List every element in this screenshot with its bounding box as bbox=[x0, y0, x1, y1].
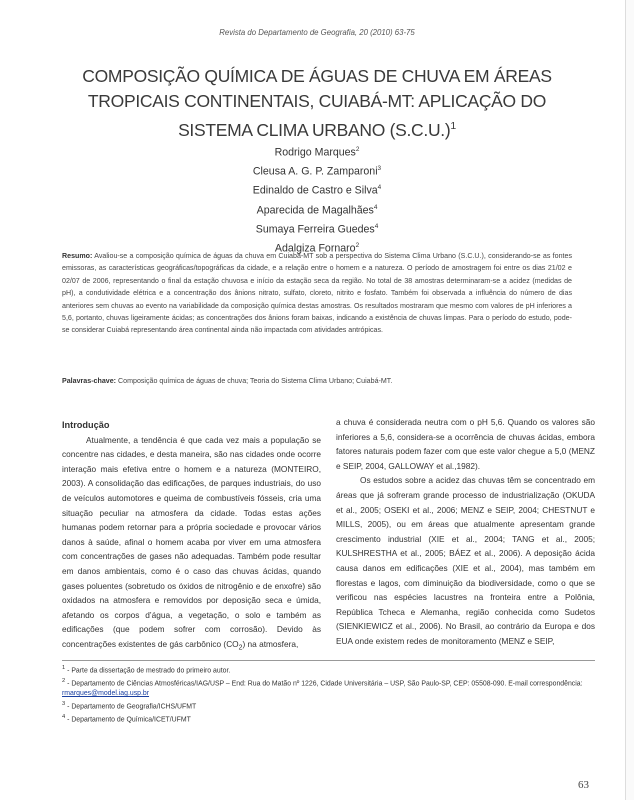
footnote: $^3$ - Departamento de Geografia/ICHS/UFMT bbox=[62, 700, 197, 711]
body-right-column bbox=[336, 415, 595, 649]
title-footnote-marker: 1 bbox=[450, 120, 456, 132]
author: Sumaya Ferreira Guedes$^4$ bbox=[255, 222, 379, 236]
page-edge bbox=[625, 0, 634, 800]
abstract bbox=[62, 250, 572, 337]
email-link[interactable]: rmarques@model.iag.usp.br bbox=[62, 690, 150, 698]
title-line-1: COMPOSIÇÃO QUÍMICA DE ÁGUAS DE CHUVA EM ÁREAS bbox=[82, 66, 552, 86]
abstract-label: Resumo: bbox=[62, 252, 93, 260]
abstract-text: Avaliou-se a composição química de águas da chuva em Cuiabá-MT sob a perspectiva do Sistema Clima Urbano (S.C.U.), considerando-se as fontes emissoras, as características geográficas/topográficas da cidade, e a relação entre o homem e a natureza. O período de amostragem foi entre os dias 21/02 e 02/07 de 2006, representando o final da estação chuvosa e início da estação seca da região. No total de 38 amostras determinaram-se a acidez (medidas de pH), a condutividade elétrica e a concentração dos ânions nitrato, sulfato, cloreto, nitrito e fosfato. Também foi observada a influência do número de dias anteriores sem chuvas ao evento na variabilidade da composição química destas amostras. Os resultados mostraram que mesmo com valores de pH inferiores a 5,6, portanto, chuvas ligeiramente ácidas; as concentrações dos ânions foram baixas, indicando a existência de chuvas limpas. Para o período do estudo, pode-se considerar Cuiabá representando área continental ainda não impactada com atividades antrópicas. bbox=[62, 252, 572, 335]
journal-header: Revista do Departamento de Geografia, 20 (2010) 63-75 bbox=[219, 28, 415, 37]
page-number: 63 bbox=[578, 779, 589, 791]
author-list bbox=[0, 142, 634, 257]
keywords-text: Composição química de águas de chuva; Teoria do Sistema Clima Urbano; Cuiabá-MT. bbox=[118, 377, 393, 385]
keywords-label: Palavras-chave: bbox=[62, 377, 117, 385]
body-left-column bbox=[62, 418, 321, 656]
footnotes bbox=[62, 664, 602, 726]
title-line-3: SISTEMA CLIMA URBANO $(S.C.U.)^1$ bbox=[178, 119, 456, 140]
footnote: $^1$ - Parte da dissertação de mestrado do primeiro autor. bbox=[62, 665, 231, 675]
footnote: $^4$ - Departamento de Química/ICET/UFMT bbox=[62, 714, 191, 724]
paragraph: Atualmente, a tendência é que cada vez mais a população se concentre nas cidades, e desta maneira, são nas cidades onde ocorre interação mais efetiva entre o homem e a natureza (MONTEIRO, 2003). A consolidação das edificações, de parques industriais, do uso de veículos automotores e queima de combustíveis fósseis, cria uma situação peculiar na atmosfera da cidade. Todas estas ações humanas podem retornar para a própria sociedade e provocar vários danos à saúde, afinal o homem acaba por viver em uma atmosfera com concentrações de gases não adequadas. Também pode resultar em danos ambientais, como é o caso das chuvas ácidas, quando gases poluentes (sobretudo os óxidos de nitrogênio e de enxofre) são oxidados na atmosfera e removidos por deposição seca e úmida, afetando os corpos d’água, a vegetação, o solo e também as edificações (que podem sofrer com corrosão). Devido às concentrações existentes de gás carbônico $(CO_2)$ na atmosfera, bbox=[62, 434, 321, 652]
author: Cleusa A. G. P. Zamparoni$^3$ bbox=[252, 165, 382, 178]
author: Rodrigo Marques$^2$ bbox=[274, 146, 360, 159]
author: Aparecida de Magalhães$^4$ bbox=[256, 203, 378, 217]
paragraph: a chuva é considerada neutra com o pH 5,6. Quando os valores são inferiores a 5,6, considera-se a ocorrência de chuvas ácidas, embora fatores naturais podem fazer com que este valor chegue a 5,0 (MENZ e SEIP, 2004, GALLOWAY et al.,1982). bbox=[336, 417, 595, 471]
section-heading: Introdução bbox=[62, 420, 110, 430]
keywords bbox=[62, 376, 572, 387]
paper-title bbox=[60, 64, 574, 143]
title-line-2: TROPICAIS CONTINENTAIS, CUIABÁ-MT: APLICAÇÃO DO bbox=[87, 91, 547, 111]
footnote-divider bbox=[62, 660, 595, 661]
author: Edinaldo de Castro e Silva$^4$ bbox=[252, 184, 382, 197]
author: Adalgiza Fornaro$^2$ bbox=[274, 242, 360, 255]
footnote: $^2$ - Departamento de Ciências Atmosféricas/IAG/USP – End: Rua do Matão nº 1226, Cidade Universitária – USP, São Paulo-SP, CEP: 05508-090. E-mail correspondência: rmarques@model.iag.usp.br bbox=[62, 678, 583, 698]
paragraph: Os estudos sobre a acidez das chuvas têm se concentrado em áreas que já sofreram grande processo de industrialização (OKUDA et al., 2005; OSEKI et al., 2006; MENZ e SEIP, 2004; CHESTNUT e MILLS, 2005), ou em áreas que atualmente apresentam grande crescimento industrial (XIE et al., 2004; TANG et al., 2005; KULSHRESTHA et al., 2005; BÁEZ et al., 2006). A deposição ácida causa danos em edificações (XIE et al., 2004), mas também em florestas e lagos, com diminuição da biodiversidade, como o que se verificou nas espécies lacustres na fronteira entre a Polônia, República Tcheca e Alemanha, região conhecida como Sudetos (SIENKIEWICZ et al., 2006). No Brasil, ao contrário da Europa e dos EUA onde existem redes de monitoramento (MENZ e SEIP, bbox=[336, 475, 595, 646]
